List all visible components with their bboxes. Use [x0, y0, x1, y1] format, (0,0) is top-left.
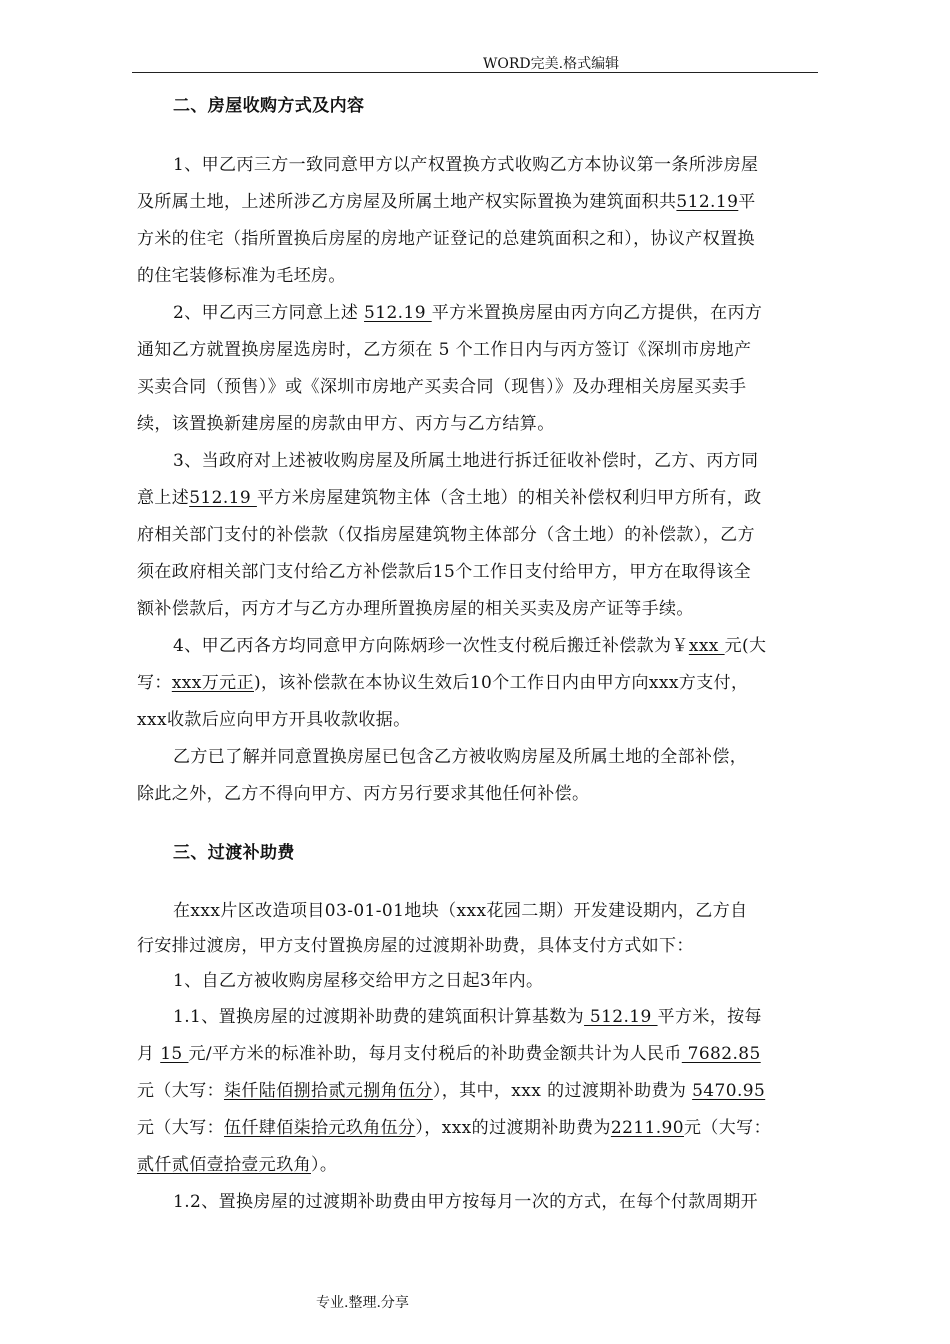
text-run: 意上述 [137, 488, 190, 508]
paragraph-line: 在xxx片区改造项目03-01-01地块（xxx花园二期）开发建设期内，乙方自 [173, 901, 748, 921]
paragraph-line: 乙方已了解并同意置换房屋已包含乙方被收购房屋及所属土地的全部补偿， [173, 747, 748, 767]
paragraph-line [137, 665, 827, 702]
paragraph-line: 行安排过渡房，甲方支付置换房屋的过渡期补助费，具体支付方式如下： [137, 936, 694, 956]
underlined-area: 512.19 [584, 1007, 658, 1027]
document-body [137, 88, 827, 1221]
paragraph-line [137, 184, 827, 221]
paragraph-line: 1.2、置换房屋的过渡期补助费由甲方按每月一次的方式，在每个付款周期开 [173, 1192, 759, 1212]
page-header: WORD完美.格式编辑 [483, 56, 620, 72]
text-run: 元（大写： [137, 1118, 224, 1138]
header-rule [132, 72, 818, 73]
text-run: 元（大写： [683, 1118, 771, 1138]
paragraph-line: xxx收款后应向甲方开具收款收据。 [137, 710, 411, 730]
section-heading-transition-subsidy: 三、过渡补助费 [173, 843, 295, 863]
underlined-amount-words: 柒仟陆佰捌拾贰元捌角伍分 [224, 1081, 433, 1101]
paragraph-line: 额补偿款后，丙方才与乙方办理所置换房屋的相关买卖及房产证等手续。 [137, 599, 694, 619]
text-run: ），其中，xxx 的过渡期补助费为 [432, 1081, 693, 1101]
paragraph-line: 1、甲乙丙三方一致同意甲方以产权置换方式收购乙方本协议第一条所涉房屋 [173, 155, 759, 175]
paragraph-line [137, 1073, 827, 1110]
underlined-amount-words: xxx万元正 [171, 673, 254, 693]
paragraph-line: 府相关部门支付的补偿款（仅指房屋建筑物主体部分（含土地）的补偿款），乙方 [137, 525, 755, 545]
paragraph-line [137, 295, 827, 332]
text-run: 平 [738, 192, 756, 212]
paragraph-line: 1、自乙方被收购房屋移交给甲方之日起3年内。 [173, 971, 544, 991]
underlined-amount: 7682.85 [681, 1044, 761, 1064]
paragraph-line [137, 628, 827, 665]
paragraph-line: 的住宅装修标准为毛坯房。 [137, 266, 346, 286]
paragraph-line: 通知乙方就置换房屋选房时，乙方须在 5 个工作日内与丙方签订《深圳市房地产 [137, 340, 752, 360]
underlined-rate: 15 [160, 1044, 189, 1064]
text-run: ），xxx的过渡期补助费为 [415, 1118, 611, 1138]
underlined-area: 512.19 [364, 303, 432, 323]
text-run: 4、甲乙丙各方均同意甲方向陈炳珍一次性支付税后搬迁补偿款为￥ [173, 636, 689, 656]
paragraph-line: 3、当政府对上述被收购房屋及所属土地进行拆迁征收补偿时，乙方、丙方同 [173, 451, 759, 471]
underlined-area: 512.19 [676, 192, 739, 212]
page-footer: 专业.整理.分享 [316, 1295, 409, 1311]
text-run: 元(大 [724, 636, 767, 656]
text-run: )，该补偿款在本协议生效后10个工作日内由甲方向xxx方支付， [253, 673, 749, 693]
text-run: 平方米房屋建筑物主体（含土地）的相关补偿权利归甲方所有，政 [256, 488, 762, 508]
text-run: 及所属土地，上述所涉乙方房屋及所属土地产权实际置换为建筑面积共 [137, 192, 677, 212]
paragraph-line [137, 1110, 827, 1147]
paragraph-line: 除此之外，乙方不得向甲方、丙方另行要求其他任何补偿。 [137, 784, 590, 804]
underlined-amount-words: 贰仟贰佰壹拾壹元玖角 [137, 1155, 311, 1175]
paragraph-line: 买卖合同（预售）》或《深圳市房地产买卖合同（现售）》及办理相关房屋买卖手 [137, 377, 747, 397]
underlined-area: 512.19 [189, 488, 257, 508]
paragraph-line [137, 480, 827, 517]
underlined-amount: 2211.90 [610, 1118, 684, 1138]
paragraph-line [137, 1147, 827, 1184]
text-run: 元（大写： [137, 1081, 224, 1101]
text-run: 平方米，按每 [657, 1007, 762, 1027]
text-run: 月 [137, 1044, 161, 1064]
underlined-amount: 5470.95 [692, 1081, 766, 1101]
paragraph-line [137, 999, 827, 1036]
paragraph-line: 方米的住宅（指所置换后房屋的房地产证登记的总建筑面积之和），协议产权置换 [137, 229, 755, 249]
text-run: 1.1、置换房屋的过渡期补助费的建筑面积计算基数为 [173, 1007, 585, 1027]
underlined-amount: xxx [688, 636, 725, 656]
paragraph-line: 须在政府相关部门支付给乙方补偿款后15个工作日支付给甲方，甲方在取得该全 [137, 562, 752, 582]
section-heading-purchase: 二、房屋收购方式及内容 [173, 96, 365, 116]
text-run: 平方米置换房屋由丙方向乙方提供，在丙方 [431, 303, 763, 323]
paragraph-line [137, 1036, 827, 1073]
text-run: 2、甲乙丙三方同意上述 [173, 303, 365, 323]
text-run: ）。 [311, 1155, 338, 1175]
text-run: 元/平方米的标准补助，每月支付税后的补助费金额共计为人民币 [188, 1044, 682, 1064]
underlined-amount-words: 伍仟肆佰柒拾元玖角伍分 [224, 1118, 416, 1138]
text-run: 写： [137, 673, 172, 693]
paragraph-line: 续，该置换新建房屋的房款由甲方、丙方与乙方结算。 [137, 414, 555, 434]
